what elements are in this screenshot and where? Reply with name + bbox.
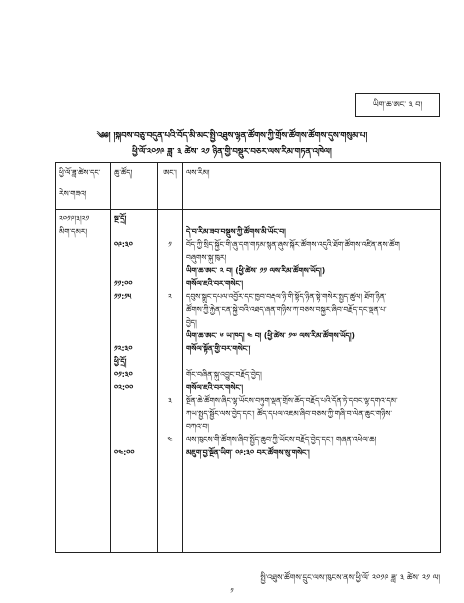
program-text: གསོལ་ཇའི་བར་གསེང་། (186, 383, 244, 392)
program-text: སྔོན་ཆེ་ཚོགས་ཞིང་ལྷ་ཡོངས་བཏུག་ལྡན་གྲོས་ཆོད་བརྗོད་པའི་དོན་ཏེ་དབང་ལྷ་དགའ་དམ་ (186, 396, 398, 405)
spacer (161, 303, 179, 316)
date: ༢༠༡༩།༣།༢༡ (59, 214, 90, 223)
item-number: ༤ (167, 435, 173, 444)
item-number: ༣ (168, 396, 172, 405)
spacer (114, 251, 154, 264)
time-value: ༠༢:༠༠ (114, 383, 134, 392)
table-header-row (56, 163, 441, 210)
spacer (161, 316, 179, 329)
spacer (161, 264, 179, 277)
program-text: བྱེད། (186, 318, 197, 327)
spacer (114, 420, 154, 433)
spacer (186, 355, 437, 368)
program-column (183, 210, 441, 553)
time-column (111, 210, 158, 553)
header-time: ཆུ་ཚོད། (111, 163, 158, 210)
program-text: གསོལ་ཇའི་བར་གསེང་། (186, 279, 244, 288)
spacer (186, 212, 437, 225)
program-text: གསོལ་སྟོན་གྱི་བར་གསེང་། (186, 344, 251, 353)
time-value: ༠༤:༠༠ (114, 448, 135, 457)
program-text: མཇུག་བྱ་སྔོན་ཡིག་ ༠༩:༣༠ བར་ཚོགས་སུ་གསེང་། (186, 448, 310, 457)
heading-line-2: ཕྱི་ལོ་༢༠༡༩ ཟླ་ ༣ ཚེས་ ༢༡ ཉིན་གྱི་བསྡུར་བཅར་ལས་རིམ་གཏན་འཁེལ། (132, 147, 332, 157)
agenda-table (55, 162, 441, 553)
page-number: ༡ (230, 587, 234, 595)
program-text: ཚོགས་ཀྱི་རྐྱེན་ངན་སྐྱེ་བའི་འཐད་ཞན་གཉིས་ཀ་བཅས་བསྐྱར་ཞིབ་བརྗོད་དང་ལྡན་པ་ (186, 305, 387, 314)
spacer (114, 433, 154, 446)
spacer (161, 368, 179, 381)
session-morning-label: སྔ་དྲོ། (114, 214, 127, 223)
spacer (161, 212, 179, 225)
spacer (161, 355, 179, 368)
spacer (161, 446, 179, 459)
program-text: ཀཡ་སྤྱད་སྦྱོང་ལས་བྱེད་དང་། ཚོད་དཔལ་འཇམ་ཞིབ་བཅས་ཀྱི་གཞི་བ་ལེན་ཆུང་གཉིས་ (186, 409, 392, 418)
document-reference-box (355, 93, 440, 117)
spacer (161, 251, 179, 264)
spacer (161, 420, 179, 433)
spacer (114, 394, 154, 407)
program-text: བོད་ཀྱི་སྲིད་སྐྱོང་གི་ཞུ་དག་གཏམ་སྙན་ཞུས་སྐོར་ཚོགས་འདུའི་ཐོག་ཚོགས་འཛིན་ནས་ཚོག (186, 240, 400, 249)
program-text: ཡིག་ཆ་ཨང་ ༦ ཡ་ཁད། ༤ བ། (ཕྱི་ཚེས་ ༡༧ ལས་རིམ་ཚོགས་ཡོད།) (186, 331, 355, 340)
program-text: གོང་བཞིན་སྐུ་འབྱུང་བརྗོད་བྱེད། (186, 370, 262, 379)
header-program: ལས་རིམ། (183, 163, 441, 210)
item-number: ༡ (168, 240, 172, 249)
spacer (114, 264, 154, 277)
footer-note: སྤྱི་འཐུས་ཚོགས་དྲུང་ལས་ཁུངས་ནས་ཕྱི་ལོ་ ༢༠༡༩ ཟླ་ ༣ ཚེས་ ༢༡ ལ། (260, 573, 440, 582)
spacer (161, 225, 179, 238)
spacer (114, 225, 154, 238)
spacer (114, 407, 154, 420)
header-date: ཕྱི་ལོ་ཟླ་ཚེས་དང་རེས་གཟའ། (56, 163, 111, 210)
program-text: དེ་བ་རིམ་ཟབ་བསྡུས་ཀྱི་ཚོགས་མི་ཡོང་བ། (186, 227, 286, 236)
program-text: ལས་ཁུངས་གི་ཚོགས་ཞིབ་སྤྱོད་ཆུབ་ཀྱི་ཡོངས་བརྗོད་བྱེད་དང་། གཞན་འཕེལ་ཆ། (186, 435, 377, 444)
spacer (114, 316, 154, 329)
program-text: བཞུགས་སྐུ་ཁུར། (186, 253, 227, 262)
session-afternoon-label: ཕྱི་དྲོ། (114, 357, 127, 366)
time-value: ༠༡:༣༠ (114, 370, 133, 379)
date-cell (56, 210, 111, 553)
table-body-row (56, 210, 441, 553)
document-reference: ཡིག་ཆ་ཨང་ ༣ བ། (372, 100, 423, 109)
program-text: དབུས་སྒྲུང་དཔལ་འབྱོར་དང་ཁྱབ་བརྡལ་ཉི་གི་སྟོད་ཉིན་སྟེ་གསེར་སྤྱད་ཚུལ། ཐོག་ཉིན་ (186, 292, 387, 301)
spacer (161, 381, 179, 394)
program-text: ཡིག་ཆ་ཨང་ ༢ བ། (ཕྱི་ཚེས་ ༡༡ ལས་རིམ་ཚོགས་ཡོད།) (186, 266, 326, 275)
spacer (114, 303, 154, 316)
program-text: བཀའ་བ། (186, 422, 209, 431)
weekday: མིག་དམར། (59, 227, 88, 236)
heading-line-1: ༄༅། །སྐབས་བཅུ་བདུན་པའི་བོད་མི་མང་སྤྱི་འཐུས་ལྷན་ཚོགས་ཀྱི་གྲོས་ཚོགས་ཚོགས་དུས་གསུམ་པ། (96, 131, 368, 141)
header-number: ཨང་། (158, 163, 183, 210)
spacer (161, 342, 179, 355)
item-number: ༢ (168, 292, 172, 301)
number-column (158, 210, 183, 553)
spacer (114, 329, 154, 342)
spacer (161, 407, 179, 420)
time-value: ༡༢:༣༠ (114, 344, 133, 353)
time-value: ༡༡:༠༠ (114, 279, 133, 288)
time-value: ༠༩:༣༠ (114, 240, 133, 249)
spacer (161, 329, 179, 342)
spacer (161, 277, 179, 290)
time-value: ༡༡:༡༥ (114, 292, 132, 301)
